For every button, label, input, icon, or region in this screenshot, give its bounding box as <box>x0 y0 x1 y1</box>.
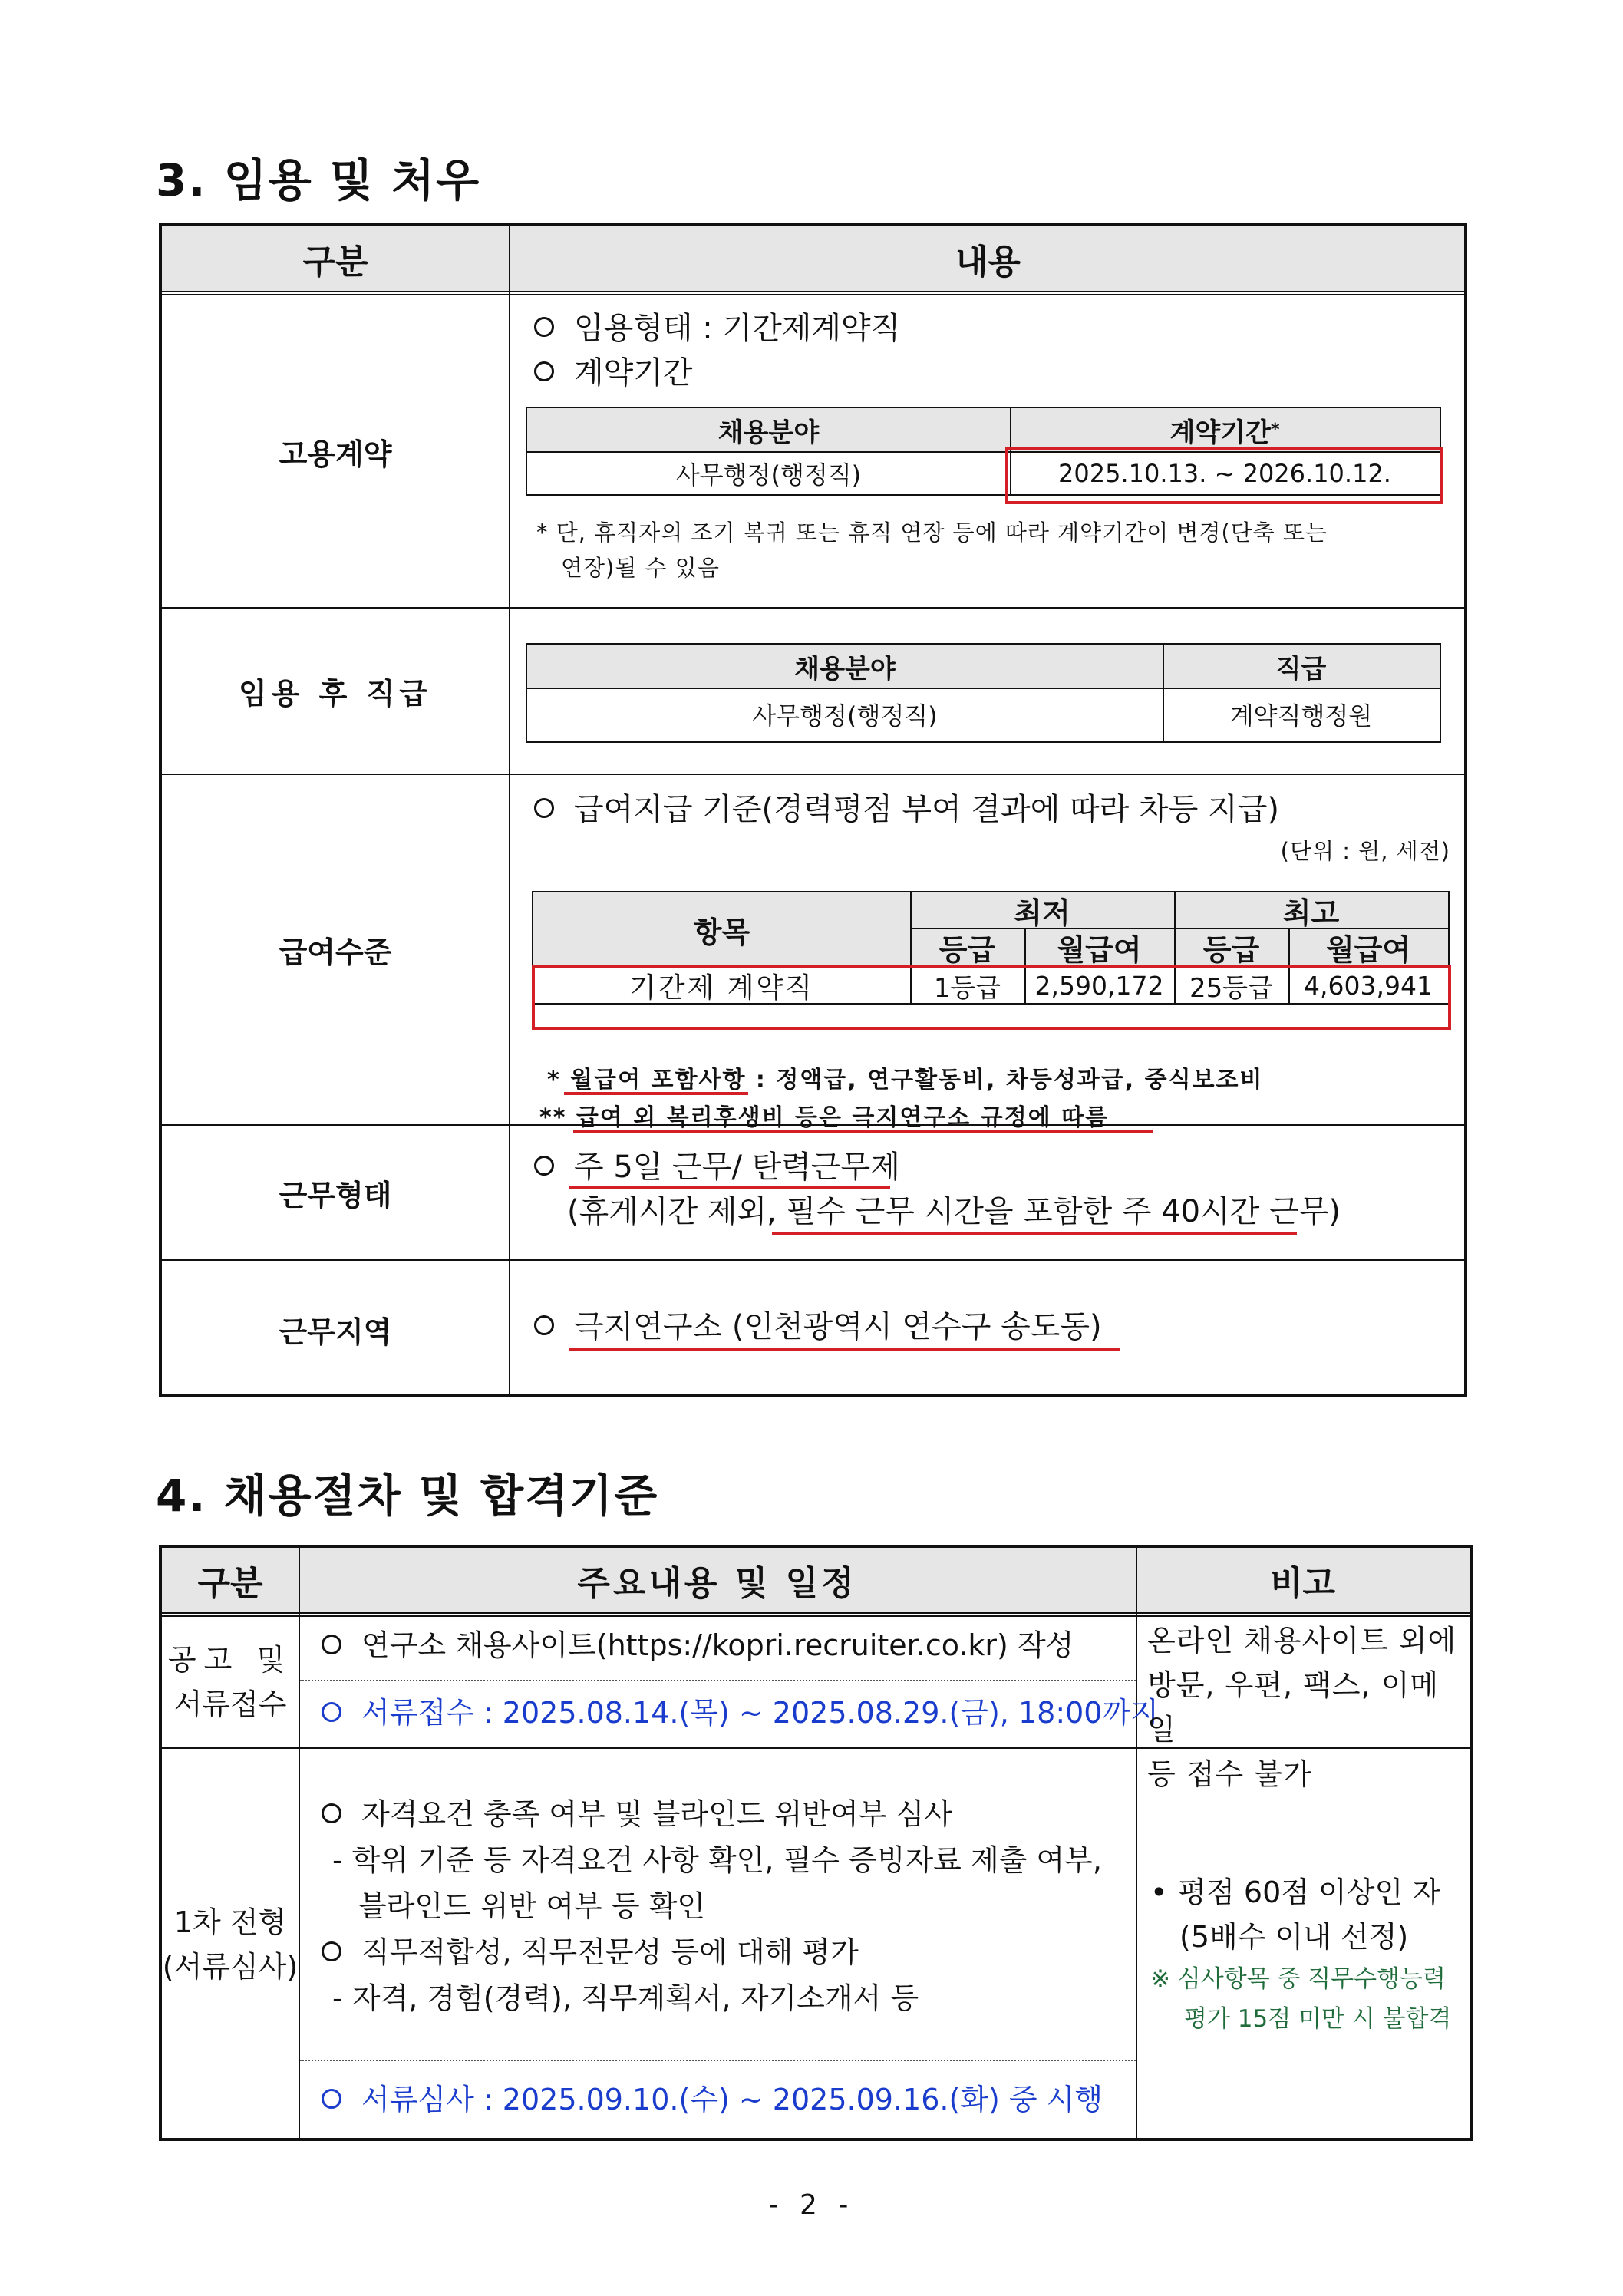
evaluation-item: 직무적합성, 직무전문성 등에 대해 평가 <box>322 1930 859 1974</box>
section-3-title: 3. 임용 및 처우 <box>156 154 481 206</box>
grade-value: 계약직행정원 <box>1229 701 1373 731</box>
header-category: 구분 <box>302 242 368 282</box>
salary-col-min-grade: 등급 <box>939 932 996 967</box>
circle-bullet-icon <box>322 1635 341 1654</box>
label-document-screening: 1차 전형 (서류심사) <box>162 1905 299 1984</box>
salary-col-item: 항목 <box>693 915 750 949</box>
salary-col-min-pay: 월급여 <box>1057 932 1142 967</box>
circle-bullet-icon <box>322 2089 341 2109</box>
qualification-check-detail-cont: 블라인드 위반 여부 등 확인 <box>358 1889 706 1923</box>
remarks-notice: 온라인 채용사이트 외에 방문, 우편, 팩스, 이메일 등 접수 불가 <box>1147 1624 1457 1791</box>
header-divider <box>162 1612 1470 1617</box>
salary-col-max: 최고 <box>1282 896 1340 930</box>
contract-period-value: 2025.10.13. ~ 2026.10.12. <box>1058 459 1391 488</box>
highlight-box <box>532 965 1451 1030</box>
contract-note-line1: * 단, 휴직자의 조기 복귀 또는 휴직 연장 등에 따라 계약기간이 변경(단축 또는 <box>536 520 1328 546</box>
label-salary: 급여수준 <box>279 935 392 969</box>
salary-unit: (단위 : 원, 세전) <box>1280 838 1450 864</box>
contract-field-value: 사무행정(행정직) <box>675 460 862 490</box>
contract-col-field: 채용분야 <box>717 417 820 448</box>
column-divider <box>299 1548 300 2138</box>
work-location-item: 극지연구소 (인천광역시 연수구 송도동) <box>534 1305 1102 1349</box>
header-remarks: 비고 <box>1269 1564 1335 1603</box>
salary-note-2: ** 급여 외 복리후생비 등은 극지연구소 규정에 따름 <box>539 1104 1110 1131</box>
page-number: - 2 - <box>768 2189 855 2221</box>
salary-row-label: 기간제 계약직 <box>628 972 815 1004</box>
circle-bullet-icon <box>534 317 554 337</box>
label-work-type: 근무형태 <box>279 1178 392 1212</box>
circle-bullet-icon <box>534 798 554 818</box>
circle-bullet-icon <box>534 1156 554 1176</box>
work-type-item: 주 5일 근무/ 탄력근무제 <box>534 1145 900 1189</box>
highlight-box <box>1005 447 1443 504</box>
circle-bullet-icon <box>322 1803 341 1823</box>
label-work-location: 근무지역 <box>279 1315 392 1349</box>
label-employment-contract: 고용계약 <box>279 437 392 471</box>
screening-period-item: 서류심사 : 2025.09.10.(수) ~ 2025.09.16.(화) 중 시행 <box>322 2077 1103 2122</box>
column-divider <box>509 226 510 1394</box>
dotted-divider <box>300 1680 1136 1681</box>
section-4-title: 4. 채용절차 및 합격기준 <box>156 1470 659 1522</box>
circle-bullet-icon <box>534 1315 554 1335</box>
salary-min-grade: 1등급 <box>933 972 1001 1004</box>
application-period-item: 서류접수 : 2025.08.14.(목) ~ 2025.08.29.(금), 18:00까지 <box>322 1691 1159 1735</box>
contract-period-item: 계약기간 <box>534 351 693 395</box>
header-content: 주요내용 및 일정 <box>577 1564 857 1603</box>
procedure-table <box>159 1545 1473 2141</box>
post-grade-table <box>526 643 1441 743</box>
work-type-detail: (휴게시간 제외, 필수 근무 시간을 포함한 주 40시간 근무) <box>567 1194 1341 1229</box>
salary-col-min: 최저 <box>1014 896 1070 930</box>
salary-col-max-pay: 월급여 <box>1325 932 1411 967</box>
grade-col-field: 채용분야 <box>794 653 896 685</box>
label-notice-application: 공고 및 서류접수 <box>167 1643 293 1721</box>
header-category: 구분 <box>197 1564 263 1603</box>
salary-note-1: * 월급여 포함사항 : 정액급, 연구활동비, 차등성과급, 중식보조비 <box>547 1067 1264 1094</box>
evaluation-detail: - 자격, 경험(경력), 직무계획서, 자기소개서 등 <box>332 1981 919 2015</box>
contract-note-line2: 연장)될 수 있음 <box>561 555 720 581</box>
red-underline <box>564 1092 748 1095</box>
circle-bullet-icon <box>322 1941 341 1961</box>
red-underline <box>573 1130 1153 1133</box>
employment-type-item: 임용형태 : 기간제계약직 <box>534 306 900 351</box>
grade-col-grade: 직급 <box>1275 653 1327 685</box>
red-underline <box>569 1348 1120 1351</box>
salary-basis-item: 급여지급 기준(경력평점 부여 결과에 따라 차등 지급) <box>534 787 1279 832</box>
circle-bullet-icon <box>534 361 554 381</box>
qualification-check-item: 자격요건 충족 여부 및 블라인드 위반여부 심사 <box>322 1792 952 1836</box>
salary-min-pay: 2,590,172 <box>1034 970 1164 1001</box>
salary-max-grade: 25등급 <box>1189 972 1273 1004</box>
red-underline <box>772 1232 1297 1235</box>
salary-col-max-grade: 등급 <box>1202 932 1260 967</box>
dotted-divider <box>300 2060 1136 2061</box>
qualification-check-detail: - 학위 기준 등 자격요건 사항 확인, 필수 증빙자료 제출 여부, <box>332 1843 1102 1877</box>
appointment-table <box>159 223 1467 1397</box>
circle-bullet-icon <box>322 1702 341 1722</box>
contract-col-period: 계약기간 * <box>1169 417 1280 448</box>
bullet-dot-icon: • <box>1150 1875 1168 1909</box>
header-content: 내용 <box>955 242 1021 282</box>
label-post-grade: 임용 후 직급 <box>239 677 432 711</box>
salary-max-pay: 4,603,941 <box>1304 970 1433 1001</box>
grade-field-value: 사무행정(행정직) <box>752 701 938 731</box>
recruit-site-item: 연구소 채용사이트(https://kopri.recruiter.co.kr) 작성 <box>322 1623 1074 1668</box>
remarks-screening: • 평점 60점 이상인 자 (5배수 이내 선정) ※ 심사항목 중 직무수행능력 평가 15점 미만 시 불합격 <box>1150 1875 1452 2033</box>
column-divider <box>1136 1548 1137 2138</box>
